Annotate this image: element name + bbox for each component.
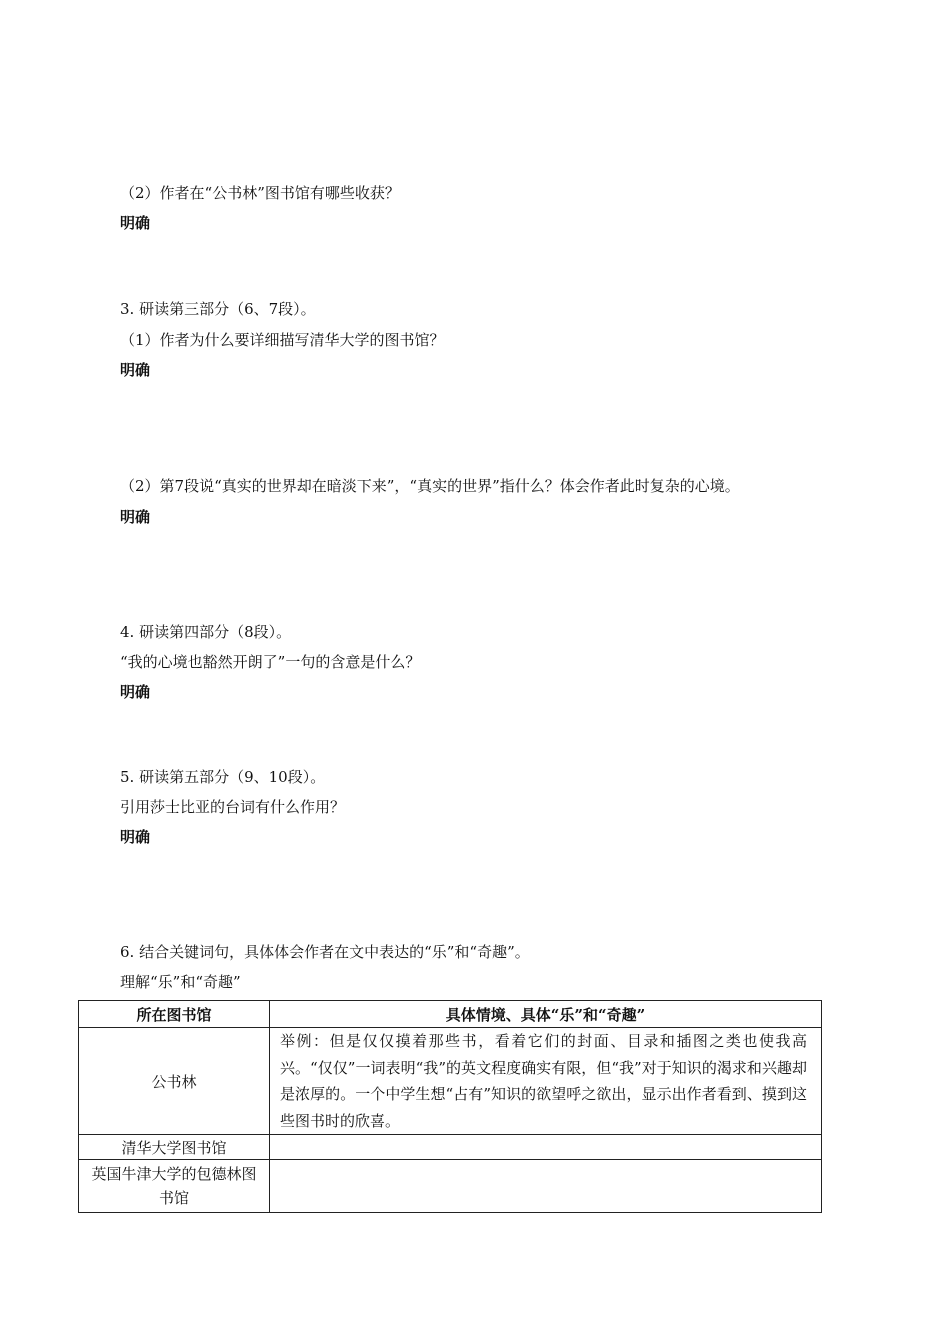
content-cell[interactable] [270,1160,822,1213]
table-row [79,1135,822,1160]
question-2-prompt: （2）作者在“公书林”图书馆有哪些收获？ [120,184,400,202]
table-row [79,1160,822,1213]
table-header-row [79,1001,822,1028]
library-table [78,1000,822,1213]
answer-label: 明确 [120,508,151,526]
answer-label: 明确 [120,828,151,846]
answer-label: 明确 [120,214,151,232]
section-5-heading: 5. 研读第五部分（9、10段）。 [120,768,326,786]
content-cell[interactable] [270,1135,822,1160]
column-header-library: 所在图书馆 [79,1001,270,1028]
table-caption: 理解“乐”和“奇趣” [120,973,241,991]
question-4-prompt: “我的心境也豁然开朗了”一句的含意是什么？ [120,653,421,671]
column-header-content: 具体情境、具体“乐”和“奇趣” [270,1001,822,1028]
table-row [79,1028,822,1135]
section-6-heading: 6. 结合关键词句，具体体会作者在文中表达的“乐”和“奇趣”。 [120,943,530,961]
content-cell[interactable]: 举例：但是仅仅摸着那些书，看着它们的封面、目录和插图之类也使我高兴。“仅仅”一词表明“我”的英文程度确实有限，但“我”对于知识的渴求和兴趣却是浓厚的。一个中学生想“占有”知识的欲望呼之欲出，显示出作者看到、摸到这些图书时的欣喜。 [270,1028,822,1135]
library-cell: 公书林 [79,1028,270,1135]
library-cell: 英国牛津大学的包德林图书馆 [79,1160,270,1213]
section-4-heading: 4. 研读第四部分（8段）。 [120,623,292,641]
question-3-1-prompt: （1）作者为什么要详细描写清华大学的图书馆？ [120,331,445,349]
question-3-2-prompt: （2）第7段说“真实的世界却在暗淡下来”，“真实的世界”指什么？体会作者此时复杂的心境。 [120,477,740,495]
question-5-prompt: 引用莎士比亚的台词有什么作用？ [120,798,346,816]
section-3-heading: 3. 研读第三部分（6、7段）。 [120,300,316,318]
library-cell: 清华大学图书馆 [79,1135,270,1160]
answer-label: 明确 [120,683,151,701]
answer-label: 明确 [120,361,151,379]
